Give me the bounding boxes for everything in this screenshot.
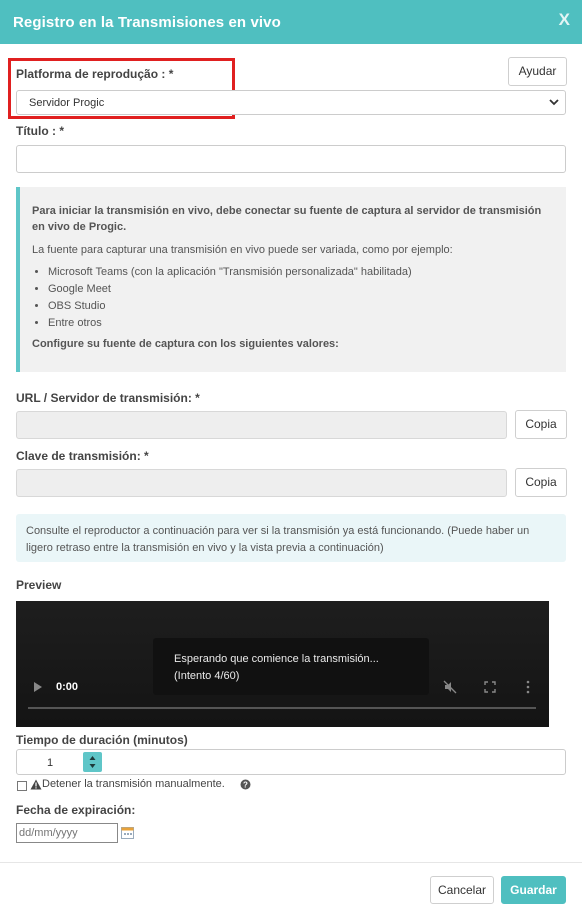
copy-url-button[interactable]: Copia [515,410,567,439]
manual-stop-checkbox[interactable] [17,781,27,791]
fullscreen-icon[interactable] [484,681,496,693]
video-progress-bar[interactable] [28,707,536,709]
waiting-message [153,638,429,695]
manual-stop-label: Detener la transmisión manualmente. [42,778,225,790]
url-input [16,411,507,439]
cancel-button[interactable]: Cancelar [430,876,494,904]
video-player[interactable] [16,601,549,727]
list-item: • Microsoft Teams (con la aplicación "Transmisión personalizada" habilitada) [48,264,552,281]
url-label: URL / Servidor de transmisión: * [16,391,200,405]
stepper-arrows[interactable] [83,752,102,772]
duration-stepper[interactable] [16,749,566,775]
stepper-arrows-icon [83,752,102,772]
key-label: Clave de transmisión: * [16,449,149,463]
dialog-title: Registro en la Transmisiones en vivo [13,14,281,31]
duration-label: Tiempo de duración (minutos) [16,733,188,747]
mute-icon[interactable] [443,680,457,694]
duration-value: 1 [47,757,54,769]
list-item: • OBS Studio [48,298,552,315]
play-icon[interactable] [34,682,42,692]
chevron-down-icon [547,95,561,109]
platform-select-value: Servidor Progic [29,97,105,109]
title-input[interactable] [16,145,566,173]
title-label: Título : * [16,124,64,138]
preview-note: Consulte el reproductor a continuación para ver si la transmisión ya está funcionando. (Puede haber un ligero retraso entre la transmisión en vivo y la vista previa a continuación) [16,514,566,562]
close-icon[interactable]: X [558,10,570,29]
platform-label: Platforma de reprodução : * [16,67,174,81]
list-item: • Entre otros [48,315,552,332]
svg-text:?: ? [243,780,248,790]
video-time: 0:00 [56,681,79,693]
footer-divider [0,862,582,863]
expiration-label: Fecha de expiración: [16,803,136,817]
info-lead: Para iniciar la transmisión en vivo, debe conectar su fuente de captura al servidor de transmisión en vivo de Progic. [32,205,542,233]
calendar-icon[interactable] [121,826,134,839]
dialog-header [0,0,582,44]
more-options-icon[interactable] [525,680,531,694]
copy-key-button[interactable]: Copia [515,468,567,497]
info-list [48,264,552,332]
save-button[interactable]: Guardar [501,876,566,904]
info-footer: Configure su fuente de captura con los siguientes valores: [32,338,339,350]
info-sub: La fuente para capturar una transmisión en vivo puede ser variada, como por ejemplo: [32,244,453,256]
list-item: • Google Meet [48,281,552,298]
attempt-text: (Intento 4/60) [174,670,240,682]
key-input [16,469,507,497]
help-button[interactable]: Ayudar [508,57,567,86]
expiration-date-input[interactable] [16,823,118,843]
platform-select[interactable] [16,90,566,115]
warning-icon [30,779,42,790]
help-icon[interactable] [240,779,251,790]
info-box [16,187,566,372]
preview-label: Preview [16,578,62,592]
waiting-text: Esperando que comience la transmisión... [174,653,379,665]
